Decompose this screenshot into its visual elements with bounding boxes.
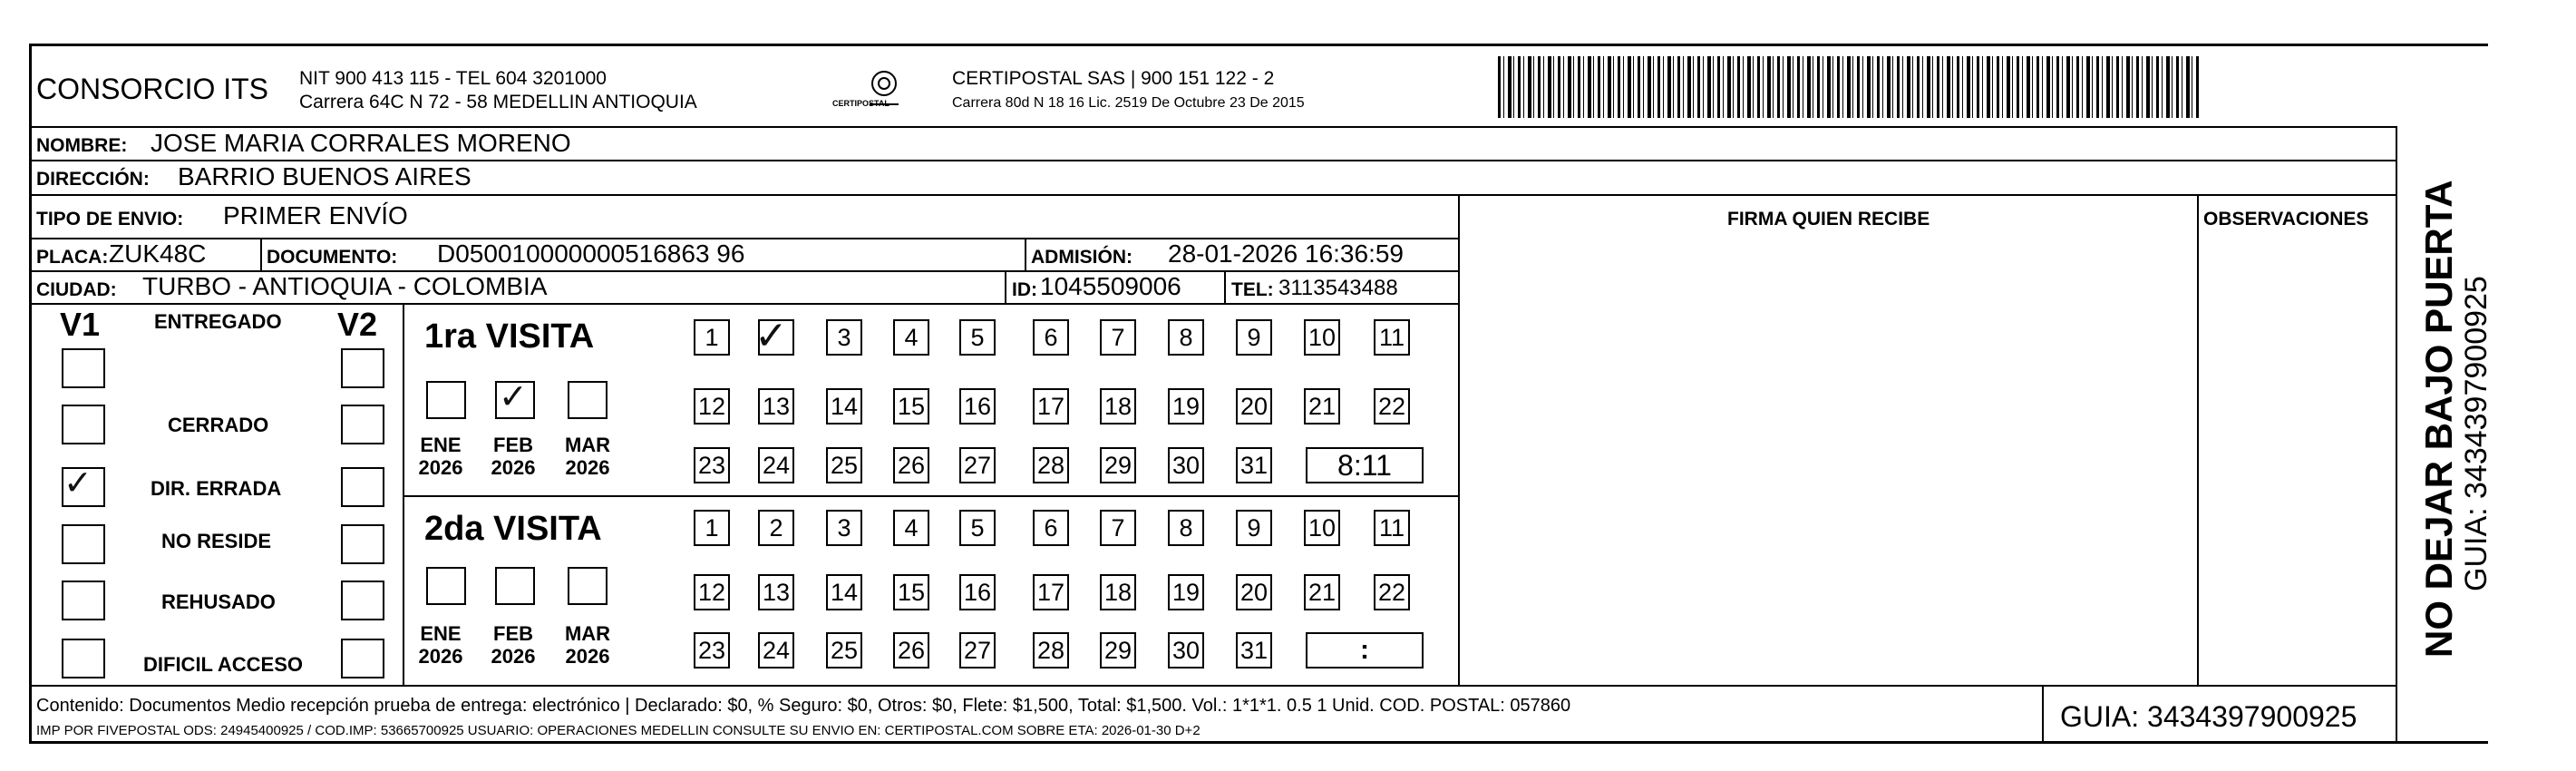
visit2-day-8[interactable]: 8 [1168,510,1204,546]
v2-checkbox-no-reside[interactable] [341,524,384,564]
visit2-day-29[interactable]: 29 [1100,632,1136,669]
tel-value: 3113543488 [1278,276,1398,300]
direccion-label: DIRECCIÓN: [36,169,150,190]
visit1-day-3[interactable]: 3 [826,319,862,356]
side-guia: GUIA: 3434397900925 [2459,276,2493,591]
v1-checkbox-cerrado[interactable] [62,405,105,444]
v2-label: V2 [337,306,378,343]
visit1-day-23[interactable]: 23 [694,447,730,483]
visit1-day-25[interactable]: 25 [826,447,862,483]
tipo-envio-value: PRIMER ENVÍO [223,201,408,229]
visit1-mar-label: MAR [564,434,611,456]
visit2-day-22[interactable]: 22 [1374,574,1410,610]
direccion-value: BARRIO BUENOS AIRES [178,162,471,190]
status-rehusado: REHUSADO [161,590,276,613]
visit1-day-15[interactable]: 15 [893,388,929,425]
visit2-day-3[interactable]: 3 [826,510,862,546]
visit2-ene-year: 2026 [418,645,463,669]
visit2-mar-year: 2026 [565,645,610,669]
placa-value: ZUK48C [109,239,207,268]
visit2-day-9[interactable]: 9 [1236,510,1272,546]
visit2-day-13[interactable]: 13 [758,574,794,610]
nombre-value: JOSE MARIA CORRALES MORENO [151,129,571,157]
status-dir-errada: DIR. ERRADA [151,477,282,500]
visit1-day-18[interactable]: 18 [1100,388,1136,425]
documento-label: DOCUMENTO: [267,247,398,268]
visit1-mar-year: 2026 [565,456,610,480]
visit2-day-4[interactable]: 4 [893,510,929,546]
visit1-day-27[interactable]: 27 [959,447,996,483]
visit1-month-ene-checkbox[interactable] [426,381,466,419]
visit2-title: 2da VISITA [424,510,602,548]
visit1-feb-year: 2026 [491,456,536,480]
visit2-day-7[interactable]: 7 [1100,510,1136,546]
visit2-day-17[interactable]: 17 [1033,574,1069,610]
visit2-month-feb [486,622,540,669]
footer-contenido: Contenido: Documentos Medio recepción prueba de entrega: electrónico | Declarado: $0, % Seguro: $0, Otros: $0, Flete: $1,500, Total: $1,500. Vol.: 1*1*1. 0.5 1 Unid. COD. POSTAL: 057860 [36,696,1571,716]
visit2-feb-year: 2026 [491,645,536,669]
visit1-time-box[interactable] [1306,447,1424,483]
v2-checkbox-rehusado[interactable] [341,581,384,620]
visit1-day-17[interactable]: 17 [1033,388,1069,425]
visit2-day-30[interactable]: 30 [1168,632,1204,669]
v1-checkbox-no-reside[interactable] [62,524,105,564]
visit1-day2-checkmark: ✓ [754,313,788,359]
visit2-ene-label: ENE [420,622,462,645]
v1-checkbox-entregado[interactable] [62,348,105,388]
visit2-day-5[interactable]: 5 [959,510,996,546]
v2-checkbox-dir-errada[interactable] [341,467,384,507]
firma-label: FIRMA QUIEN RECIBE [1727,209,1930,229]
visit2-day-21[interactable]: 21 [1304,574,1340,610]
v2-checkbox-entregado[interactable] [341,348,384,388]
v1-label: V1 [60,306,101,343]
company-address: Carrera 64C N 72 - 58 MEDELLIN ANTIOQUIA [299,92,697,112]
visit2-day-20[interactable]: 20 [1236,574,1272,610]
visit1-month-mar [560,434,615,480]
visit2-day-6[interactable]: 6 [1033,510,1069,546]
visit2-day-18[interactable]: 18 [1100,574,1136,610]
visit2-day-26[interactable]: 26 [893,632,929,669]
visit1-day-26[interactable]: 26 [893,447,929,483]
visit1-day-14[interactable]: 14 [826,388,862,425]
visit1-day-4[interactable]: 4 [893,319,929,356]
visit1-ene-year: 2026 [418,456,463,480]
v2-checkbox-cerrado[interactable] [341,405,384,444]
visit2-feb-label: FEB [493,622,533,645]
visit1-day-11[interactable]: 11 [1374,319,1410,356]
footer-guia: GUIA: 3434397900925 [2060,700,2357,733]
carrier-address: Carrera 80d N 18 16 Lic. 2519 De Octubre 23 De 2015 [952,95,1305,111]
ciudad-value: TURBO - ANTIOQUIA - COLOMBIA [142,272,548,300]
visit2-day-16[interactable]: 16 [959,574,996,610]
status-dificil-acceso: DIFICIL ACCESO [143,653,304,676]
id-label: ID: [1012,279,1037,300]
status-entregado: ENTREGADO [154,310,282,333]
visit2-mar-label: MAR [564,622,611,645]
visit1-month-ene [413,434,468,480]
visit1-day-10[interactable]: 10 [1304,319,1340,356]
company-nit: NIT 900 413 115 - TEL 604 3201000 [299,68,607,89]
visit1-day-19[interactable]: 19 [1168,388,1204,425]
status-no-reside: NO RESIDE [161,530,272,552]
visit1-day-24[interactable]: 24 [758,447,794,483]
v2-checkbox-dificil-acceso[interactable] [341,639,384,678]
visit1-day-30[interactable]: 30 [1168,447,1204,483]
visit2-day-28[interactable]: 28 [1033,632,1069,669]
visit1-day-31[interactable]: 31 [1236,447,1272,483]
visit1-day-28[interactable]: 28 [1033,447,1069,483]
visit2-month-mar [560,622,615,669]
admision-label: ADMISIÓN: [1031,247,1132,268]
side-warning: NO DEJAR BAJO PUERTA [2417,180,2460,658]
visit1-month-mar-checkbox[interactable] [568,381,608,419]
visit2-day-25[interactable]: 25 [826,632,862,669]
visit1-ene-label: ENE [420,434,462,456]
visit2-day-19[interactable]: 19 [1168,574,1204,610]
company-name: CONSORCIO ITS [36,73,269,105]
visit2-day-31[interactable]: 31 [1236,632,1272,669]
tel-label: TEL: [1231,279,1274,300]
visit1-day-22[interactable]: 22 [1374,388,1410,425]
documento-value: D050010000000516863 96 [437,239,745,268]
admision-value: 28-01-2026 16:36:59 [1168,239,1404,268]
observaciones-label: OBSERVACIONES [2203,209,2369,229]
visit2-day-24[interactable]: 24 [758,632,794,669]
visit1-time: 8:11 [1337,448,1392,482]
visit1-day-9[interactable]: 9 [1236,319,1272,356]
visit2-day-27[interactable]: 27 [959,632,996,669]
visit1-feb-checkmark: ✓ [499,376,528,416]
visit1-day-21[interactable]: 21 [1304,388,1340,425]
footer-imp: IMP POR FIVEPOSTAL ODS: 24945400925 / COD.IMP: 53665700925 USUARIO: OPERACIONES MEDELLIN CONSULTE SU ENVIO EN: CERTIPOSTAL.COM SOBRE ETA: 2026-01-30 D+2 [36,723,1201,738]
visit1-title: 1ra VISITA [424,317,595,356]
visit1-day-7[interactable]: 7 [1100,319,1136,356]
visit1-day-8[interactable]: 8 [1168,319,1204,356]
visit2-month-mar-checkbox[interactable] [568,567,608,605]
visit1-feb-label: FEB [493,434,533,456]
v1-checkbox-rehusado[interactable] [62,581,105,620]
placa-label: PLACA: [36,247,109,268]
visit2-day-23[interactable]: 23 [694,632,730,669]
visit1-day-1[interactable]: 1 [694,319,730,356]
tipo-envio-label: TIPO DE ENVIO: [36,209,184,229]
carrier-name: CERTIPOSTAL SAS | 900 151 122 - 2 [952,68,1275,89]
id-value: 1045509006 [1040,272,1181,300]
visit1-day-20[interactable]: 20 [1236,388,1272,425]
visit2-day-1[interactable]: 1 [694,510,730,546]
visit2-day-15[interactable]: 15 [893,574,929,610]
visit2-time: : [1360,635,1369,665]
visit2-time-box[interactable] [1306,632,1424,669]
visit2-day-14[interactable]: 14 [826,574,862,610]
visit1-day-5[interactable]: 5 [959,319,996,356]
visit1-month-feb [486,434,540,480]
visit2-day-2[interactable]: 2 [758,510,794,546]
visit1-day-6[interactable]: 6 [1033,319,1069,356]
visit2-month-feb-checkbox[interactable] [495,567,535,605]
nombre-label: NOMBRE: [36,135,128,156]
ciudad-label: CIUDAD: [36,279,117,300]
status-cerrado: CERRADO [168,414,269,436]
visit2-day-11[interactable]: 11 [1374,510,1410,546]
visit2-month-ene-checkbox[interactable] [426,567,466,605]
logo-text: CERTIPOSTAL [832,99,889,108]
visit1-day-12[interactable]: 12 [694,388,730,425]
visit2-day-12[interactable]: 12 [694,574,730,610]
visit1-day-16[interactable]: 16 [959,388,996,425]
visit2-month-ene [413,622,468,669]
v1-dir-errada-checkmark: ✓ [63,463,92,503]
visit1-day-29[interactable]: 29 [1100,447,1136,483]
v1-checkbox-dificil-acceso[interactable] [62,639,105,678]
visit1-day-13[interactable]: 13 [758,388,794,425]
visit2-day-10[interactable]: 10 [1304,510,1340,546]
